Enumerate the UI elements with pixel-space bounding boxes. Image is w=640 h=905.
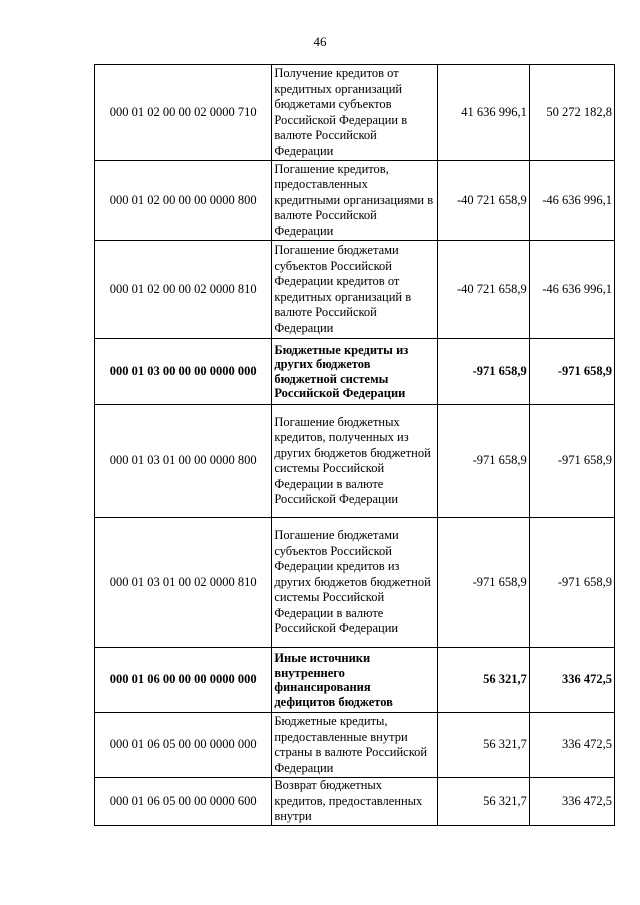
amount-year2-cell: 336 472,5 (529, 713, 614, 778)
amount-year1-cell: 56 321,7 (437, 648, 529, 713)
table-row (95, 241, 615, 339)
table-row (95, 339, 615, 405)
table-row (95, 161, 615, 241)
amount-year1-cell: -971 658,9 (437, 518, 529, 648)
page-number: 46 (313, 34, 327, 49)
amount-year1-cell: -971 658,9 (437, 339, 529, 405)
budget-code-cell: 000 01 02 00 00 00 0000 800 (95, 161, 272, 241)
budget-code-cell: 000 01 02 00 00 02 0000 710 (95, 65, 272, 161)
description-cell: Бюджетные кредиты, предоставленные внутри страны в валюте Российской Федерации (272, 713, 437, 778)
amount-year1-cell: -40 721 658,9 (437, 241, 529, 339)
table-row (95, 648, 615, 713)
description-cell: Погашение бюджетами субъектов Российской Федерации кредитов из других бюджетов бюджетной системы Российской Федерации в валюте Российской Федерации (272, 518, 437, 648)
amount-year1-cell: 56 321,7 (437, 778, 529, 826)
amount-year2-cell: 50 272 182,8 (529, 65, 614, 161)
amount-year2-cell: -971 658,9 (529, 518, 614, 648)
description-cell: Погашение бюджетами субъектов Российской Федерации кредитов от кредитных организаций в валюте Российской Федерации (272, 241, 437, 339)
amount-year2-cell: -971 658,9 (529, 339, 614, 405)
description-cell: Бюджетные кредиты из других бюджетов бюджетной системы Российской Федерации (272, 339, 437, 405)
amount-year2-cell: -46 636 996,1 (529, 161, 614, 241)
description-cell: Погашение кредитов, предоставленных кредитными организациями в валюте Российской Федерации (272, 161, 437, 241)
table-row (95, 518, 615, 648)
amount-year2-cell: 336 472,5 (529, 778, 614, 826)
amount-year1-cell: 41 636 996,1 (437, 65, 529, 161)
table-row (95, 713, 615, 778)
table-row (95, 778, 615, 826)
amount-year2-cell: 336 472,5 (529, 648, 614, 713)
budget-code-cell: 000 01 03 00 00 00 0000 000 (95, 339, 272, 405)
table-row (95, 405, 615, 518)
budget-code-cell: 000 01 06 00 00 00 0000 000 (95, 648, 272, 713)
budget-sources-table (94, 64, 615, 826)
description-cell: Погашение бюджетных кредитов, полученных из других бюджетов бюджетной системы Российской Федерации в валюте Российской Федерации (272, 405, 437, 518)
table-row (95, 65, 615, 161)
amount-year2-cell: -971 658,9 (529, 405, 614, 518)
amount-year1-cell: -971 658,9 (437, 405, 529, 518)
description-cell: Иные источники внутреннего финансирования дефицитов бюджетов (272, 648, 437, 713)
amount-year2-cell: -46 636 996,1 (529, 241, 614, 339)
budget-code-cell: 000 01 03 01 00 00 0000 800 (95, 405, 272, 518)
budget-code-cell: 000 01 06 05 00 00 0000 600 (95, 778, 272, 826)
amount-year1-cell: 56 321,7 (437, 713, 529, 778)
description-cell: Возврат бюджетных кредитов, предоставленных внутри (272, 778, 437, 826)
amount-year1-cell: -40 721 658,9 (437, 161, 529, 241)
description-cell: Получение кредитов от кредитных организаций бюджетами субъектов Российской Федерации в валюте Российской Федерации (272, 65, 437, 161)
budget-code-cell: 000 01 06 05 00 00 0000 000 (95, 713, 272, 778)
budget-code-cell: 000 01 03 01 00 02 0000 810 (95, 518, 272, 648)
budget-code-cell: 000 01 02 00 00 02 0000 810 (95, 241, 272, 339)
